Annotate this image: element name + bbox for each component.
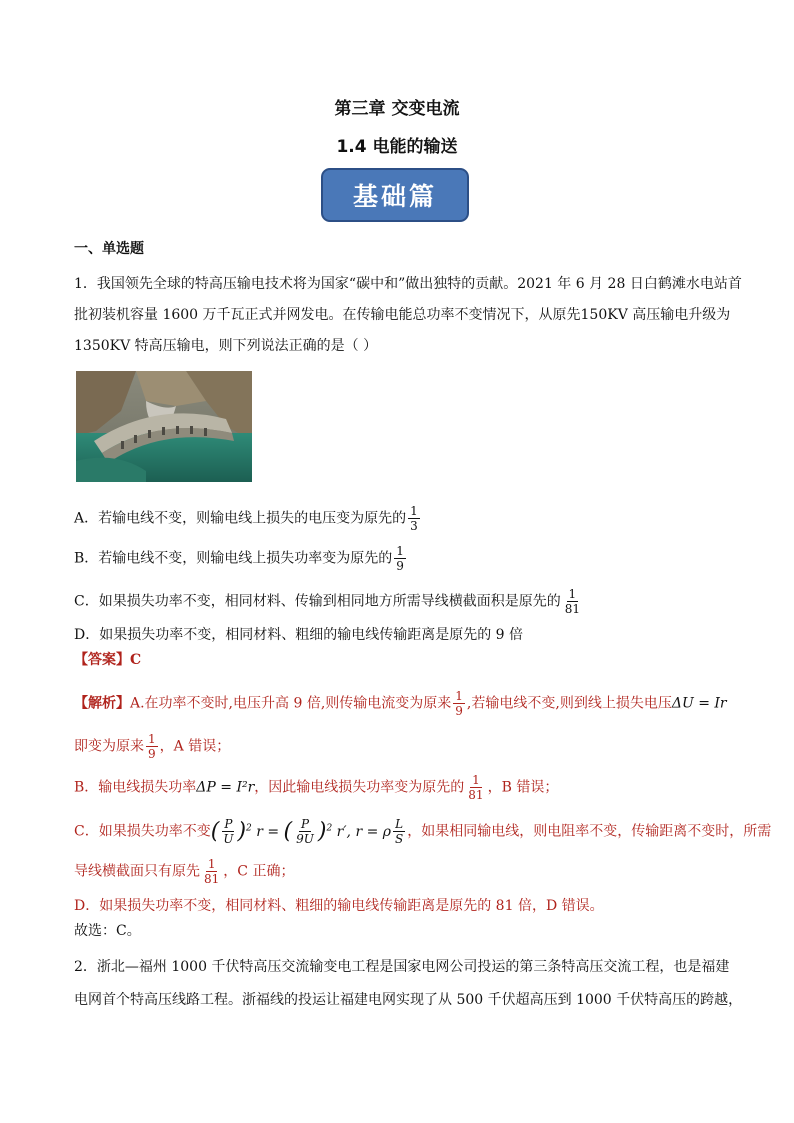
fraction-denominator: 9U <box>296 832 314 846</box>
fraction-numerator: 1 <box>396 544 404 558</box>
analysis-c-line1 <box>74 817 772 846</box>
option-b-text: B．若输电线不变，则输电线上损失功率变为原先的 <box>74 550 393 567</box>
analysis-c-text2: ，如果相同输电线，则电阻率不变，传输距离不变时，所需 <box>407 823 772 840</box>
level-badge: 基础篇 <box>321 168 469 222</box>
option-c-text: C．如果损失功率不变，相同材料、传输到相同地方所需导线横截面积是原先的 <box>74 593 561 610</box>
fraction-numerator: P <box>224 817 233 831</box>
delta-p-formula: ΔP = I²r <box>196 779 255 796</box>
analysis-c-line2 <box>74 858 724 885</box>
analysis-a-text1: A.在功率不变时,电压升高 9 倍,则传输电流变为原来 <box>130 695 452 712</box>
q1-stem-line-1: 1．我国领先全球的特高压输电技术将为国家“碳中和”做出独特的贡献。2021 年 6 月 28 日白鹤滩水电站首 <box>74 276 742 292</box>
q1-stem-line-2: 批初装机容量 1600 万千瓦正式并网发电。在传输电能总功率不变情况下，从原先150KV 高压输电升级为 <box>74 307 731 323</box>
option-a-text: A．若输电线不变，则输电线上损失的电压变为原先的 <box>74 510 407 527</box>
analysis-tag: 【解析】 <box>74 695 130 712</box>
analysis-a-line1 <box>74 689 727 718</box>
fraction-numerator: 1 <box>568 587 577 601</box>
q1-stem-line-3: 1350KV 特高压输电，则下列说法正确的是（ ） <box>74 338 378 354</box>
fraction-denominator: 81 <box>468 788 484 802</box>
option-c-fraction <box>563 588 582 615</box>
analysis-b <box>74 774 724 801</box>
fraction-denominator: 81 <box>204 872 220 886</box>
fraction-1-81 <box>466 774 485 801</box>
analysis-a-text4: ，A 错误； <box>159 738 231 755</box>
section-title: 1.4 电能的输送 <box>336 137 458 157</box>
option-b-fraction <box>394 545 406 572</box>
analysis-c-text4: ，C 正确； <box>223 863 295 880</box>
q1-option-c <box>74 588 724 615</box>
q1-option-a <box>74 505 724 532</box>
fraction-numerator: 1 <box>455 689 463 703</box>
conclusion: 故选：C。 <box>74 923 141 939</box>
answer-label: 【答案】C <box>74 652 142 668</box>
fraction-denominator: 9 <box>455 704 463 718</box>
dam-photo <box>76 371 252 482</box>
fraction-denominator: 81 <box>564 602 580 616</box>
fraction-numerator: 1 <box>207 857 216 871</box>
fraction-denominator: S <box>395 832 404 846</box>
section-heading: 一、单选题 <box>74 241 144 257</box>
fraction-numerator: 1 <box>472 773 480 787</box>
analysis-b-text2: ，因此输电线损失功率变为原先的 <box>254 779 465 796</box>
delta-u-formula: ΔU = Ir <box>671 695 727 712</box>
fraction-denominator: U <box>223 832 234 846</box>
fraction-denominator: 3 <box>410 519 418 533</box>
analysis-a-line2 <box>74 733 724 760</box>
power-loss-formula: ( $\frac{P}{U}$ )$^2$ r = ( $\frac{P}{9U}$ )$^2$ r′, r = ρ $\frac{L}{S}$ <box>210 817 404 846</box>
fraction-denominator: 9 <box>396 559 404 573</box>
analysis-b-text3: ，B 错误； <box>487 779 559 796</box>
fraction-numerator: P <box>300 817 310 831</box>
analysis-c-text3: 导线横截面只有原先 <box>74 863 200 880</box>
analysis-a-text2: ,若输电线不变,则到线上损失电压 <box>466 695 672 712</box>
fraction-1-9 <box>146 733 158 760</box>
analysis-c-text1: C．如果损失功率不变 <box>74 823 211 840</box>
analysis-a-text3: 即变为原来 <box>74 738 144 755</box>
fraction-denominator: 9 <box>148 747 156 761</box>
fraction-numerator: 1 <box>410 504 418 518</box>
q2-stem-line-1: 2．浙北—福州 1000 千伏特高压交流输变电工程是国家电网公司投运的第三条特高压交流工程，也是福建 <box>74 959 730 975</box>
q1-option-d: D．如果损失功率不变，相同材料、粗细的输电线传输距离是原先的 9 倍 <box>74 627 524 643</box>
fraction-1-9 <box>453 690 465 717</box>
q2-stem-line-2: 电网首个特高压线路工程。浙福线的投运让福建电网实现了从 500 千伏超高压到 1000 千伏特高压的跨越， <box>74 992 743 1008</box>
fraction-1-81 <box>202 858 221 885</box>
analysis-b-text1: B．输电线损失功率 <box>74 779 197 796</box>
q1-option-b <box>74 545 724 572</box>
analysis-d: D．如果损失功率不变，相同材料、粗细的输电线传输距离是原先的 81 倍，D 错误。 <box>74 898 604 914</box>
fraction-numerator: 1 <box>148 732 156 746</box>
chapter-title: 第三章 交变电流 <box>334 99 460 119</box>
option-a-fraction <box>408 505 420 532</box>
fraction-numerator: L <box>395 817 404 831</box>
